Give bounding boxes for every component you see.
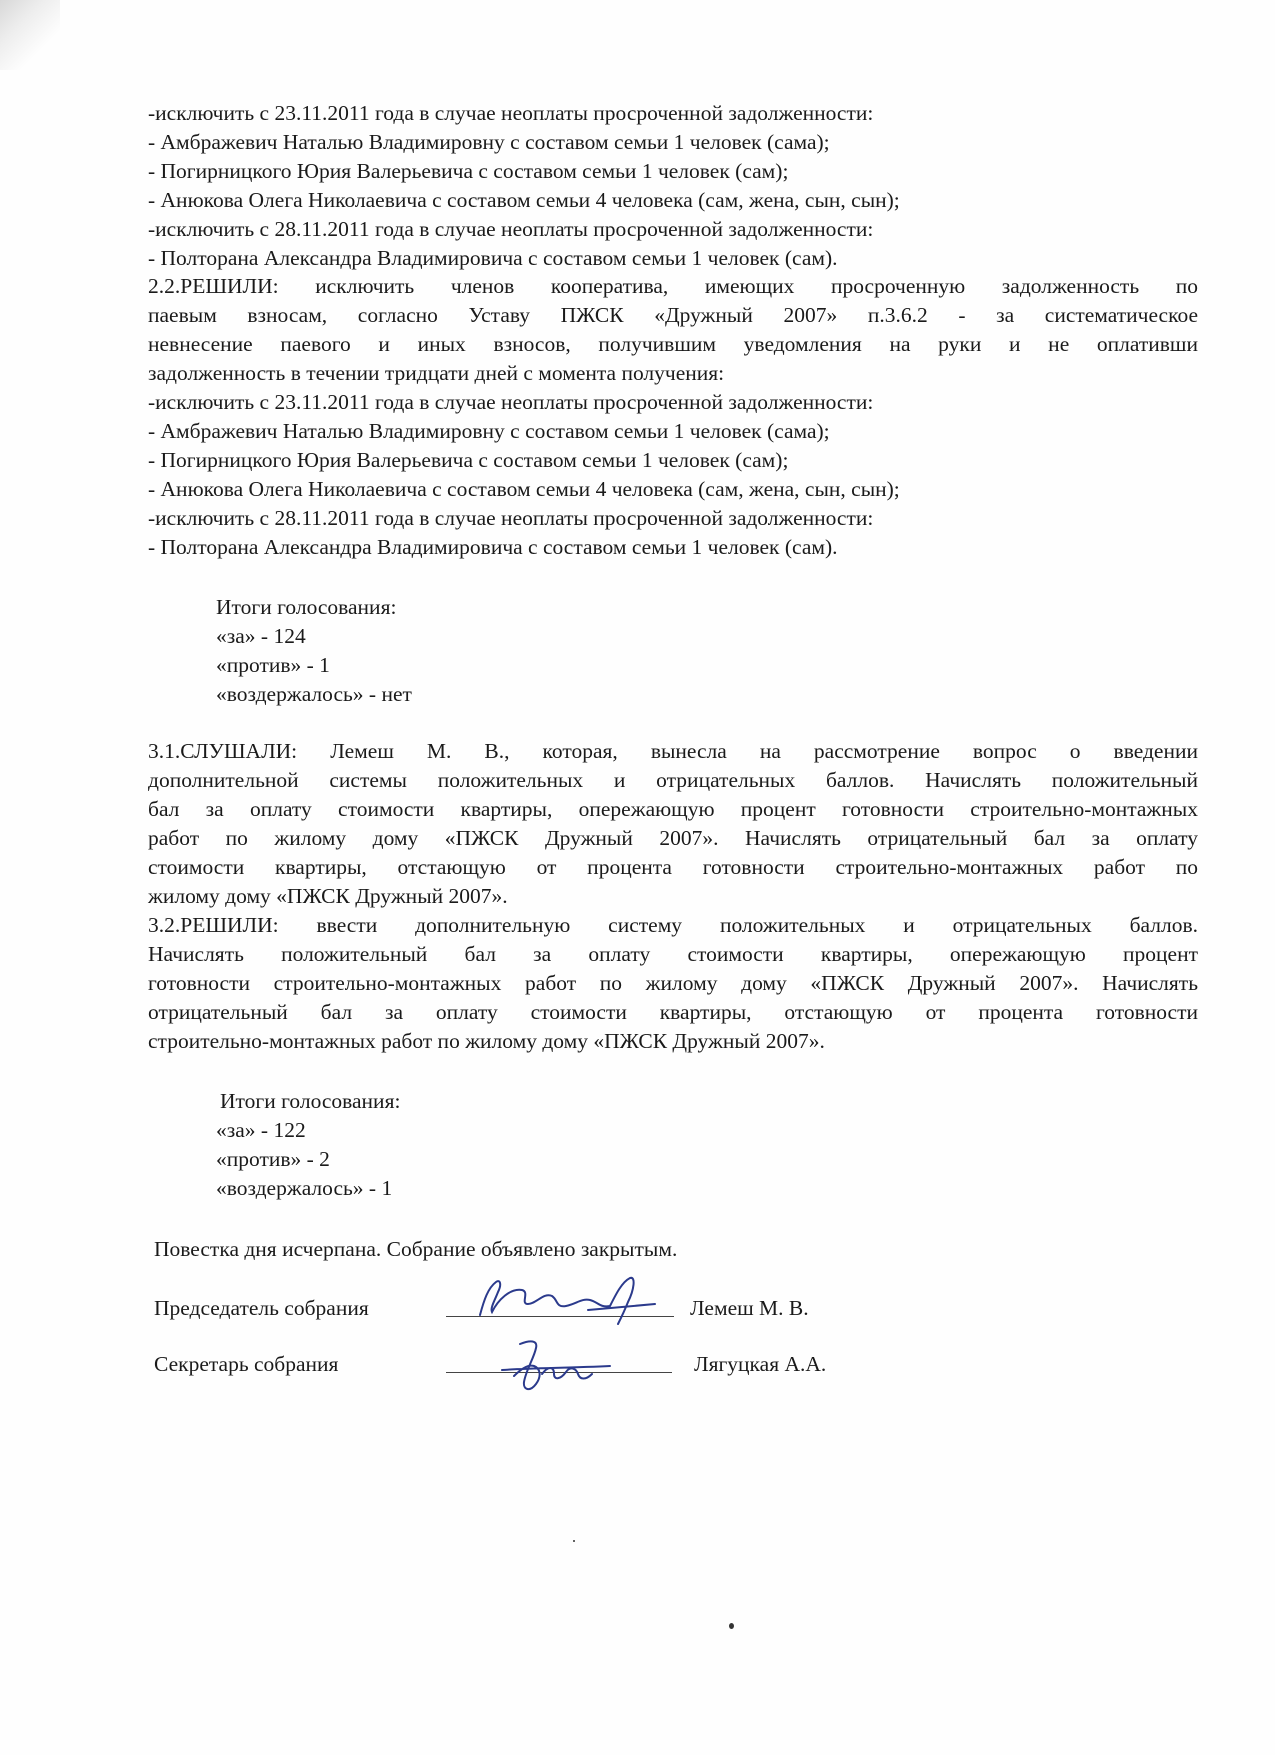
- text-line: - Полторана Александра Владимировича с составом семьи 1 человек (сам).: [148, 535, 838, 559]
- secretary-signature: [490, 1330, 630, 1400]
- text-line: -исключить с 23.11.2011 года в случае неоплаты просроченной задолженности:: [148, 101, 874, 125]
- resolution-2-2-line: невнесение паевого и иных взносов, получившим уведомления на руки и не оплативши: [148, 332, 1198, 356]
- resolution-2-2-line: 2.2.РЕШИЛИ: исключить членов кооператива, имеющих просроченную задолженность по: [148, 274, 1198, 298]
- vote-2-against: «против» - 2: [216, 1147, 330, 1171]
- text-line: - Анюкова Олега Николаевича с составом семьи 4 человека (сам, жена, сын, сын);: [148, 477, 900, 501]
- chair-name: Лемеш М. В.: [690, 1296, 809, 1320]
- resolution-3-2-line: Начислять положительный бал за оплату стоимости квартиры, опережающую процент: [148, 942, 1198, 966]
- hearing-3-1-line: бал за оплату стоимости квартиры, опережающую процент готовности строительно-монтажных: [148, 797, 1198, 821]
- text-line: -исключить с 28.11.2011 года в случае неоплаты просроченной задолженности:: [148, 506, 874, 530]
- text-line: - Полторана Александра Владимировича с составом семьи 1 человек (сам).: [148, 246, 838, 270]
- vote-2-abstained: «воздержалось» - 1: [216, 1176, 393, 1200]
- resolution-2-2-line: задолженность в течении тридцати дней с момента получения:: [148, 361, 725, 385]
- vote-2-title: Итоги голосования:: [220, 1089, 401, 1113]
- hearing-3-1-line: стоимости квартиры, отстающую от процента готовности строительно-монтажных работ по: [148, 855, 1198, 879]
- secretary-label: Секретарь собрания: [154, 1352, 339, 1376]
- vote-1-title: Итоги голосования:: [216, 595, 397, 619]
- text-line: - Анюкова Олега Николаевича с составом семьи 4 человека (сам, жена, сын, сын);: [148, 188, 900, 212]
- resolution-3-2-line: отрицательный бал за оплату стоимости квартиры, отстающую от процента готовности: [148, 1000, 1198, 1024]
- hearing-3-1-line: 3.1.СЛУШАЛИ: Лемеш М. В., которая, вынесла на рассмотрение вопрос о введении: [148, 739, 1198, 763]
- text-line: - Погирницкого Юрия Валерьевича с составом семьи 1 человек (сам);: [148, 448, 789, 472]
- text-line: -исключить с 23.11.2011 года в случае неоплаты просроченной задолженности:: [148, 390, 874, 414]
- text-line: - Погирницкого Юрия Валерьевича с составом семьи 1 человек (сам);: [148, 159, 789, 183]
- vote-2-for: «за» - 122: [216, 1118, 306, 1142]
- vote-1-against: «против» - 1: [216, 653, 330, 677]
- hearing-3-1-line: жилому дому «ПЖСК Дружный 2007».: [148, 884, 508, 908]
- scan-speck: [729, 1623, 734, 1629]
- secretary-name: Лягуцкая А.А.: [694, 1352, 827, 1376]
- text-line: -исключить с 28.11.2011 года в случае неоплаты просроченной задолженности:: [148, 217, 874, 241]
- scan-corner-shadow: [0, 0, 60, 70]
- resolution-3-2-line: 3.2.РЕШИЛИ: ввести дополнительную систему положительных и отрицательных баллов.: [148, 913, 1198, 937]
- vote-1-for: «за» - 124: [216, 624, 306, 648]
- vote-1-abstained: «воздержалось» - нет: [216, 682, 412, 706]
- chair-label: Председатель собрания: [154, 1296, 369, 1320]
- resolution-3-2-line: строительно-монтажных работ по жилому дому «ПЖСК Дружный 2007».: [148, 1029, 825, 1053]
- chair-signature: [470, 1270, 670, 1328]
- closing-statement: Повестка дня исчерпана. Собрание объявлено закрытым.: [154, 1237, 678, 1261]
- text-line: - Амбражевич Наталью Владимировну с составом семьи 1 человек (сама);: [148, 130, 830, 154]
- resolution-3-2-line: готовности строительно-монтажных работ по жилому дому «ПЖСК Дружный 2007». Начислять: [148, 971, 1198, 995]
- text-line: - Амбражевич Наталью Владимировну с составом семьи 1 человек (сама);: [148, 419, 830, 443]
- hearing-3-1-line: дополнительной системы положительных и отрицательных баллов. Начислять положительный: [148, 768, 1198, 792]
- scan-speck: [573, 1540, 575, 1542]
- hearing-3-1-line: работ по жилому дому «ПЖСК Дружный 2007». Начислять отрицательный бал за оплату: [148, 826, 1198, 850]
- resolution-2-2-line: паевым взносам, согласно Уставу ПЖСК «Дружный 2007» п.3.6.2 - за систематическое: [148, 303, 1198, 327]
